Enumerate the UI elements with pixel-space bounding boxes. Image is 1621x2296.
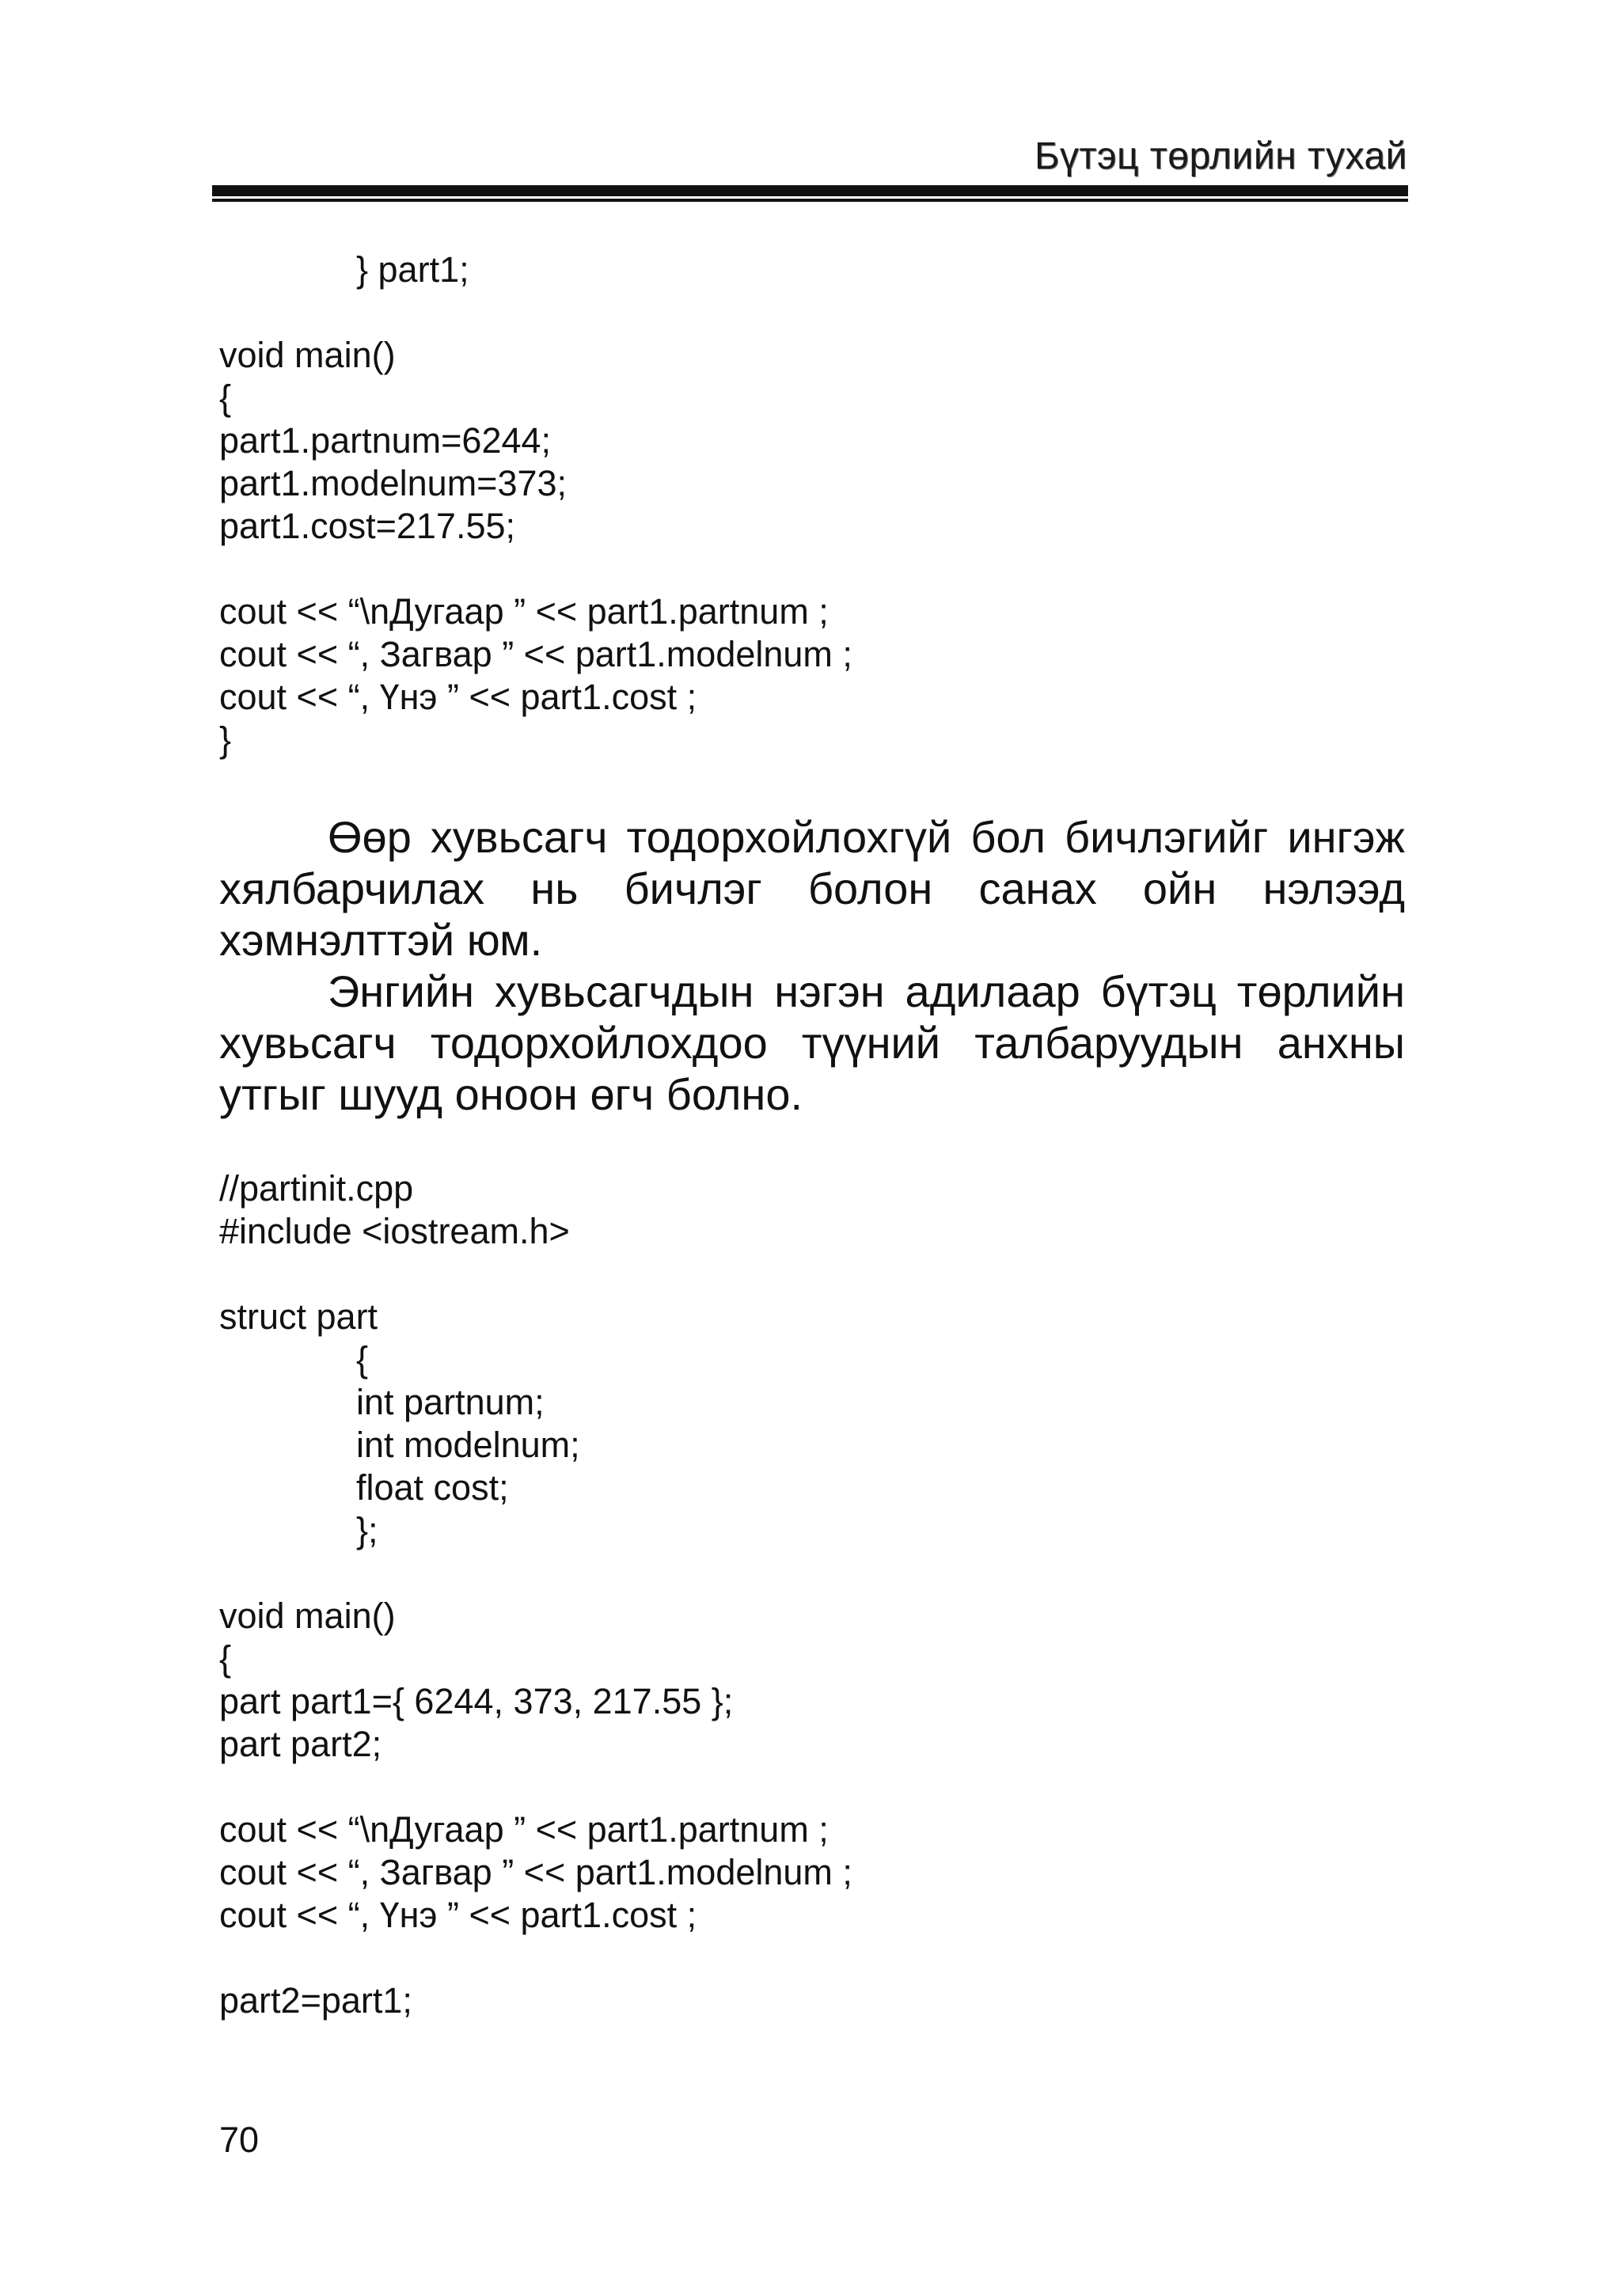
code-line: { (219, 378, 232, 418)
code-line (219, 1253, 852, 1296)
code-line: int modelnum; (356, 1425, 580, 1465)
code-listing-partinit (219, 1167, 852, 2022)
code-line (219, 1766, 852, 1808)
code-line: part1.modelnum=373; (219, 463, 568, 503)
code-line (219, 1937, 852, 1979)
code-line (219, 548, 852, 590)
code-line: part1.partnum=6244; (219, 420, 552, 461)
code-line: void main() (219, 335, 396, 375)
code-listing-part-usage (219, 249, 852, 761)
code-line: cout << “\nДугаар ” << part1.partnum ; (219, 591, 829, 632)
code-line: int partnum; (356, 1382, 545, 1422)
code-line: float cost; (356, 1467, 509, 1508)
code-line: #include <iostream.h> (219, 1211, 570, 1251)
code-line: part part1={ 6244, 373, 217.55 }; (219, 1681, 734, 1721)
code-line: cout << “, Загвар ” << part1.modelnum ; (219, 1852, 852, 1892)
code-line: { (219, 1638, 232, 1679)
code-line: cout << “, Загвар ” << part1.modelnum ; (219, 634, 852, 674)
code-line: } (219, 719, 232, 760)
code-line: cout << “\nДугаар ” << part1.partnum ; (219, 1809, 829, 1850)
code-line: { (356, 1339, 369, 1379)
code-line: } part1; (356, 249, 469, 290)
code-line: part part2; (219, 1724, 382, 1764)
paragraph-memory-saving: Өөр хувьсагч тодорхойлохгүй бол бичлэгийг ингэж хялбарчилах нь бичлэг болон санах ойн нэлээд хэмнэлттэй юм. (219, 812, 1405, 965)
code-line: part2=part1; (219, 1980, 412, 2021)
paragraph-struct-init: Энгийн хувьсагчдын нэгэн адилаар бүтэц төрлийн хувьсагч тодорхойлохдоо түүний талбаруудын анхны утгыг шууд оноон өгч болно. (219, 966, 1405, 1119)
header-rule-thick (212, 185, 1408, 196)
body-text (219, 811, 1405, 1120)
page-number: 70 (219, 2120, 260, 2160)
running-header-title: Бүтэц төрлийн тухай (1034, 135, 1407, 177)
code-line: cout << “, Үнэ ” << part1.cost ; (219, 1895, 697, 1935)
code-line: cout << “, Үнэ ” << part1.cost ; (219, 677, 697, 717)
header-rule-thin (212, 199, 1408, 202)
code-line: struct part (219, 1296, 378, 1337)
code-line: part1.cost=217.55; (219, 506, 516, 546)
code-line: //partinit.cpp (219, 1168, 414, 1209)
code-line (219, 291, 852, 334)
code-line (219, 1552, 852, 1595)
code-line: void main() (219, 1596, 396, 1636)
code-line: }; (356, 1510, 378, 1550)
